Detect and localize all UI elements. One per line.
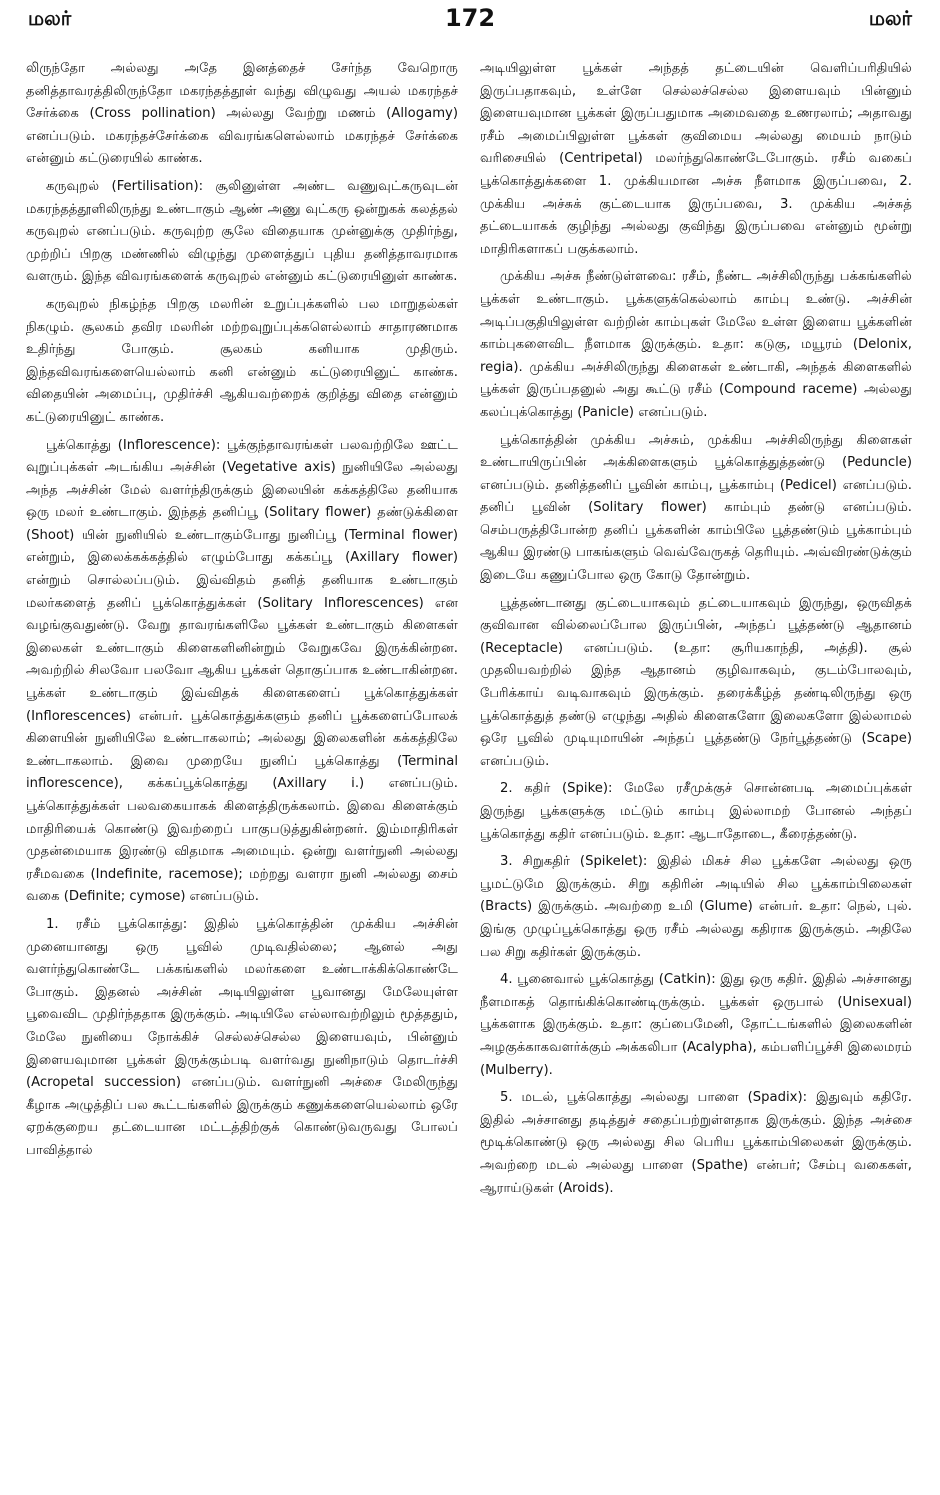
paragraph: 5. மடல், பூக்கொத்து அல்லது பாளை (Spadix): இதுவும் கதிரே. இதில் அச்சானது தடித்துச் சதைப்பற்றுள்ளதாக இருக்கும். இந்த அச்சை மூடிக்கொண்டு ஒரு அல்லது சில பெரிய பூக்காம்பிலைகள் இருக்கும். அவற்றை மடல் அல்லது பாளை (Spathe) என்பர்; சேம்பு வகைகள், ஆராய்டுகள் (Aroids). [480, 1090, 912, 1196]
running-header-right: மலர் [868, 6, 912, 30]
page-number: 172 [444, 4, 496, 32]
right-column [480, 58, 912, 1473]
paragraph: அடியிலுள்ள பூக்கள் அந்தத் தட்டையின் வெளிப்பரிதியில் இருப்பதாகவும், உள்ளே செல்லச்செல்ல இளையவும் பின்னும் இளையவுமான பூக்கள் இருப்பதுமாக அமைவதை உணரலாம்; அதாவது ரசீம் அமைப்பிலுள்ள பூக்கள் குவிமைய அல்லது மையம் நாடும் வரிசையில் (Centripetal) மலர்ந்துகொண்டேபோகும். ரசீம் வகைப் பூக்கொத்துக்களை 1. முக்கியமான அச்சு நீளமாக இருப்பவை, 2. முக்கிய அச்சுக் குட்டையாக இருப்பவை, 3. முக்கிய அச்சுத் தட்டையாகக் குழிந்து அல்லது குவிந்து இருப்பவை என்னும் மூன்று மாதிரிகளாகப் பகுக்கலாம். [480, 61, 912, 257]
paragraph: பூக்கொத்து (Inflorescence): பூக்குந்தாவரங்கள் பலவற்றிலே ஊட்ட வுறுப்புக்கள் அடங்கிய அச்சின் (Vegetative axis) நுனியிலே அல்லது அந்த அச்சின் மேல் வளர்ந்திருக்கும் இலையின் கக்கத்திலே தனியாக ஒரு மலர் உண்டாகும். இந்தத் தனிப்பூ (Solitary flower) தண்டுக்கிளை (Shoot) யின் நுனியில் உண்டாகும்போது நுனிப்பூ (Terminal flower) என்றும், இலைக்கக்கத்தில் எழும்போது கக்கப்பூ (Axillary flower) என்றும் சொல்லப்படும். இவ்விதம் தனித் தனியாக உண்டாகும் மலர்களைத் தனிப் பூக்கொத்துக்கள் (Solitary Inflorescences) என வழங்குவதுண்டு. வேறு தாவரங்களிலே பூக்கள் உண்டாகும் கிளைகள் இலைகள் உண்டாகும் கிளைகளினின்றும் வேறுகவே இருக்கின்றன. அவற்றில் சிலவோ பலவோ ஆகிய பூக்கள் தொகுப்பாக உண்டாகின்றன. பூக்கள் உண்டாகும் இவ்விதக் கிளைகளைப் பூக்கொத்துக்கள் (Inflorescences) என்பர். பூக்கொத்துக்களும் தனிப் பூக்களைப்போலக் கிளையின் நுனியிலே உண்டாகலாம்; அல்லது இலைகளின் கக்கத்திலே உண்டாகலாம். இவை முறையே நுனிப் பூக்கொத்து (Terminal inflorescence), கக்கப்பூக்கொத்து (Axillary i.) எனப்படும். பூக்கொத்துக்கள் பலவகையாகக் கிளைத்திருக்கலாம். இவை கிளைக்கும் மாதிரியைக் கொண்டு இவற்றைப் பாகுபடுத்துகின்றனர். இம்மாதிரிகள் முதன்மையாக இரண்டு விதமாக அமையும். ஒன்று வளர்நுனி அல்லது ரசீமவகை (Indefinite, racemose); மற்றது வளரா நுனி அல்லது சைம் வகை (Definite; cymose) எனப்படும். [26, 437, 458, 905]
paragraph: லிருந்தோ அல்லது அதே இனத்தைச் சேர்ந்த வேறொரு தனித்தாவரத்திலிருந்தோ மகரந்தத்தூள் வந்து விழுவது அயல் மகரந்தச் சேர்க்கை (Cross pollination) அல்லது வேற்று மணம் (Allogamy) எனப்படும். மகரந்தச்சேர்க்கை விவரங்களெல்லாம் மகரந்தச் சேர்க்கை என்னும் கட்டுரையில் காண்க. [26, 61, 458, 167]
left-column [26, 58, 458, 1473]
running-header-left: மலர் [28, 6, 72, 30]
paragraph: 3. சிறுகதிர் (Spikelet): இதில் மிகச் சில பூக்களே அல்லது ஒரு பூமட்டுமே இருக்கும். சிறு கதிரின் அடியில் சில பூக்காம்பிலைகள் (Bracts) இருக்கும். அவற்றை உமி (Glume) என்பர். உதா: நெல், புல். இங்கு முழுப்பூக்கொத்து ஒரு ரசீம் அல்லது கதிராக இருக்கும். அதிலே பல சிறு கதிர்கள் இருக்கும். [480, 854, 912, 960]
paragraph: 4. பூனைவால் பூக்கொத்து (Catkin): இது ஒரு கதிர். இதில் அச்சானது நீளமாகத் தொங்கிக்கொண்டிருக்கும். பூக்கள் ஒருபால் (Unisexual) பூக்களாக இருக்கும். உதா: குப்பைமேனி, தோட்டங்களில் இலைகளின் அழகுக்காகவளர்க்கும் அக்கலிபா (Acalypha), கம்பளிப்பூச்சி இலைமரம் (Mulberry). [480, 972, 912, 1078]
paragraph: பூக்கொத்தின் முக்கிய அச்சும், முக்கிய அச்சிலிருந்து கிளைகள் உண்டாயிருப்பின் அக்கிளைகளும் பூக்கொத்துத்தண்டு (Peduncle) எனப்படும். தனித்தனிப் பூவின் காம்பு, பூக்காம்பு (Pedicel) எனப்படும். தனிப் பூவின் (Solitary flower) காம்பும் தண்டு எனப்படும். செம்பருத்திபோன்ற தனிப் பூக்களின் காம்பிலே பூத்தண்டும் பூக்காம்பும் ஆகிய இரண்டு பாகங்களும் வெவ்வேருகத் தெரியும். அவ்விரண்டுக்கும் இடையே கணுப்போல ஒரு கோடு தோன்றும். [480, 432, 912, 584]
paragraph: கருவுறல் (Fertilisation): சூலினுள்ள அண்ட வணுவுட்கருவுடன் மகரந்தத்தூளிலிருந்து உண்டாகும் ஆண் அணு வுட்கரு ஒன்றுகக் கலத்தல் கருவுறல் எனப்படும். கருவுற்ற சூலே விதையாக முன்னுக்கு முதிர்ந்து, முற்றிப் பிறகு மண்ணில் விழுந்து முளைத்துப் புதிய தனித்தாவரமாக வளரும். இந்த விவரங்களைக் கருவுறல் என்னும் கட்டுரையினுள் காண்க. [26, 178, 458, 285]
paragraph: பூத்தண்டானது குட்டையாகவும் தட்டையாகவும் இருந்து, ஒருவிதக் குவிவான வில்லைப்போல இருப்பின், அந்தப் பூத்தண்டு ஆதானம் (Receptacle) எனப்படும். (உதா: சூரியகாந்தி, அத்தி). சூல் முதலியவற்றில் இந்த ஆதானம் குழிவாகவும், குடம்போலவும், பேரிக்காய் வடிவாகவும் இருக்கும். தரைக்கீழ்த் தண்டிலிருந்து ஒரு பூக்கொத்துத் தண்டு எழுந்து அதில் கிளைகளோ இலைகளோ இல்லாமல் ஒரே பூவில் முடியுமாயின் அந்தப் பூத்தண்டு நேர்பூத்தண்டு (Scape) எனப்படும். [480, 595, 912, 769]
paragraph: 1. ரசீம் பூக்கொத்து: இதில் பூக்கொத்தின் முக்கிய அச்சின் முனையானது ஒரு பூவில் முடிவதில்லை; ஆனல் அது வளர்ந்துகொண்டே பக்கங்களில் மலர்களை உண்டாக்கிக்கொண்டே போகும். இதனல் அச்சின் அடியிலுள்ள பூவானது மேலேயுள்ள பூவைவிட முதிர்ந்ததாக இருக்கும். அடியிலே எல்லாவற்றிலும் மூத்ததும், மேலே நுனியை நோக்கிச் செல்லச்செல்ல இளையவும், பின்னும் இளையவுமான பூக்கள் இருக்கும்படி வளர்வது நுனிநாடும் தொடர்ச்சி (Acropetal succession) எனப்படும். வளர்நுனி அச்சை மேலிருந்து கீழாக அழுத்திப் பல கூட்டங்களில் இருக்கும் கணுக்களையெல்லாம் ஒரே ஏறக்குறைய தட்டையான மட்டத்திற்குக் கொண்டுவருவது போலப் பாவித்தால் [26, 916, 458, 1158]
paragraph: 2. கதிர் (Spike): மேலே ரசீமுக்குச் சொன்னபடி அமைப்புக்கள் இருந்து பூக்களுக்கு மட்டும் காம்பு இல்லாமற் போனல் அந்தப் பூக்கொத்து கதிர் எனப்படும். உதா: ஆடாதோடை, கீரைத்தண்டு. [480, 781, 912, 842]
paragraph: முக்கிய அச்சு நீண்டுள்ளவை: ரசீம், நீண்ட அச்சிலிருந்து பக்கங்களில் பூக்கள் உண்டாகும். பூக்களுக்கெல்லாம் காம்பு உண்டு. அச்சின் அடிப்பகுதியிலுள்ள வற்றின் காம்புகள் மேலே உள்ள இளைய பூக்களின் காம்புகளைவிட நீளமாக இருக்கும். உதா: கடுகு, மயூரம் (Delonix, regia). முக்கிய அச்சிலிருந்து கிளைகள் உண்டாகி, அந்தக் கிளைகளில் பூக்கள் இருப்பதனுல் அது கூட்டு ரசீம் (Compound raceme) அல்லது கலப்புக்கொத்து (Panicle) எனப்படும். [480, 269, 912, 420]
paragraph: கருவுறல் நிகழ்ந்த பிறகு மலரின் உறுப்புக்களில் பல மாறுதல்கள் நிகழும். சூலகம் தவிர மலரின் மற்றவுறுப்புக்களெல்லாம் சாதாரணமாக உதிர்ந்து போகும். சூலகம் கனியாக முதிரும். இந்தவிவரங்களையெல்லாம் கனி என்னும் கட்டுரையினுட் காண்க. விதையின் அமைப்பு, முதிர்ச்சி ஆகியவற்றைக் குறித்து விதை என்னும் கட்டுரையினுட் காண்க. [26, 296, 458, 425]
